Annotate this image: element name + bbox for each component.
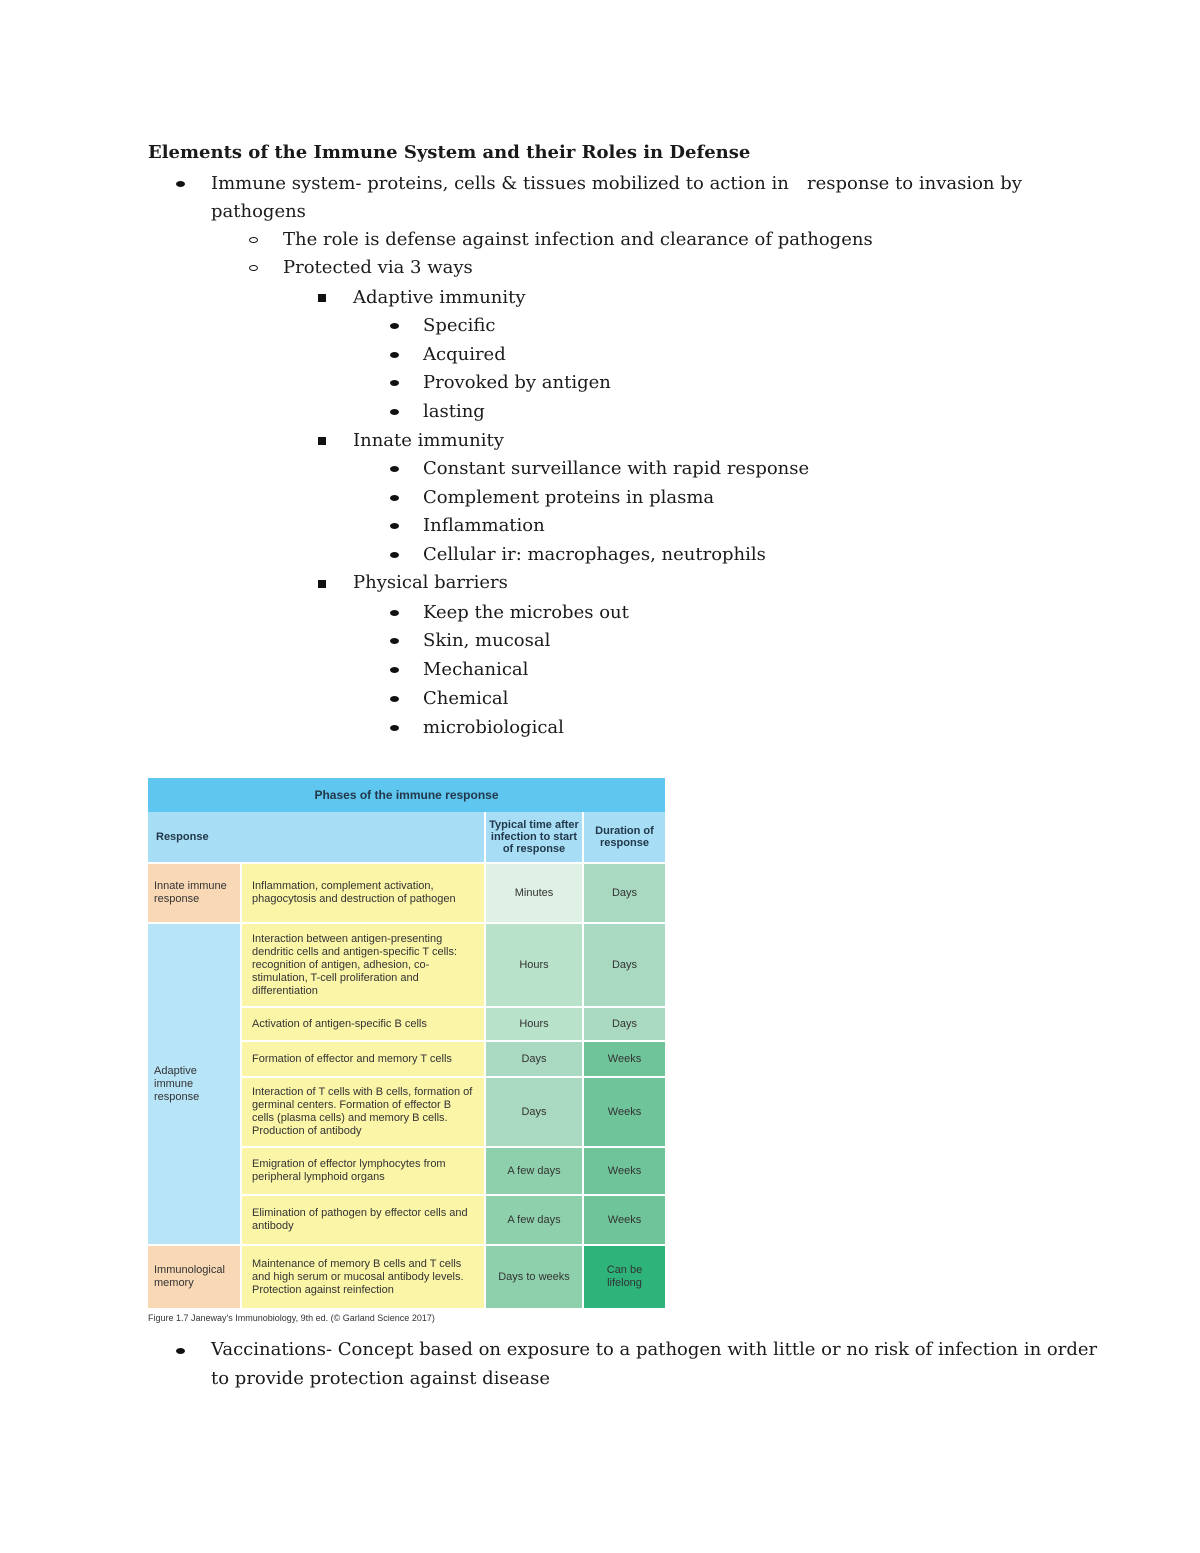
figure-caption: Figure 1.7 Janeway's Immunobiology, 9th ed. (© Garland Science 2017)	[148, 1313, 435, 1323]
row-time: Days	[486, 1078, 582, 1146]
row-duration: Weeks	[584, 1042, 665, 1076]
bullet-dot-icon	[390, 466, 399, 472]
bullet-dot-icon	[390, 638, 399, 644]
row-description: Interaction between antigen-presenting dendritic cells and antigen-specific T cells: recognition of antigen, adhesion, co-stimulation, T-cell proliferation and differentiation	[242, 924, 484, 1006]
group-memory: Immunological memory	[148, 1246, 240, 1308]
bullet-dot-icon	[390, 323, 399, 329]
innate-item: Constant surveillance with rapid response	[423, 458, 810, 479]
adaptive-item: Acquired	[423, 344, 506, 365]
row-description: Elimination of pathogen by effector cells and antibody	[242, 1196, 484, 1244]
vaccination-line-1: Vaccinations- Concept based on exposure to a pathogen with little or no risk of infection in order	[211, 1339, 1098, 1360]
bullet-ring-icon	[249, 237, 258, 243]
bullet-dot-icon	[176, 1348, 185, 1354]
adaptive-item: lasting	[423, 401, 485, 422]
header-time: Typical time after infection to start of response	[486, 812, 582, 862]
bullet-dot-icon	[390, 380, 399, 386]
figure-title: Phases of the immune response	[148, 778, 665, 812]
bullet-dot-icon	[390, 495, 399, 501]
row-duration: Can be lifelong	[584, 1246, 665, 1308]
row-description: Inflammation, complement activation, phagocytosis and destruction of pathogen	[242, 864, 484, 922]
bullet-square-icon	[318, 437, 326, 445]
row-duration: Days	[584, 1008, 665, 1040]
row-duration: Weeks	[584, 1148, 665, 1194]
row-time: Hours	[486, 924, 582, 1006]
bullet-dot-icon	[390, 409, 399, 415]
header-duration: Duration of response	[584, 812, 665, 862]
row-duration: Weeks	[584, 1078, 665, 1146]
bullet-dot-icon	[390, 610, 399, 616]
bullet-dot-icon	[390, 725, 399, 731]
row-description: Emigration of effector lymphocytes from peripheral lymphoid organs	[242, 1148, 484, 1194]
header-response: Response	[148, 812, 484, 862]
physical-item: Mechanical	[423, 659, 529, 680]
header-divider	[484, 812, 486, 862]
innate-label: Innate immunity	[353, 430, 504, 451]
bullet-ring-icon	[249, 265, 258, 271]
bullet-square-icon	[318, 294, 326, 302]
outline-item-1a: Immune system- proteins, cells & tissues mobilized to action in	[211, 173, 789, 194]
row-description: Maintenance of memory B cells and T cells and high serum or mucosal antibody levels. Protection against reinfection	[242, 1246, 484, 1308]
outline-sub-1: The role is defense against infection and clearance of pathogens	[283, 229, 873, 250]
row-description: Formation of effector and memory T cells	[242, 1042, 484, 1076]
innate-item: Inflammation	[423, 515, 545, 536]
immune-response-figure	[148, 778, 665, 1308]
bullet-dot-icon	[390, 667, 399, 673]
outline-item-1c: pathogens	[211, 201, 306, 222]
adaptive-item: Specific	[423, 315, 496, 336]
header-divider	[582, 812, 584, 862]
innate-item: Cellular ir: macrophages, neutrophils	[423, 544, 766, 565]
row-time: Days	[486, 1042, 582, 1076]
bullet-dot-icon	[390, 552, 399, 558]
physical-label: Physical barriers	[353, 572, 508, 593]
row-time: A few days	[486, 1196, 582, 1244]
physical-item: Skin, mucosal	[423, 630, 551, 651]
adaptive-item: Provoked by antigen	[423, 372, 611, 393]
row-time: Days to weeks	[486, 1246, 582, 1308]
row-time: Hours	[486, 1008, 582, 1040]
bullet-dot-icon	[390, 352, 399, 358]
group-innate: Innate immune response	[148, 864, 240, 922]
physical-item: microbiological	[423, 717, 564, 738]
row-description: Activation of antigen-specific B cells	[242, 1008, 484, 1040]
bullet-dot-icon	[176, 181, 185, 187]
innate-item: Complement proteins in plasma	[423, 487, 715, 508]
adaptive-label: Adaptive immunity	[353, 287, 526, 308]
bullet-dot-icon	[390, 523, 399, 529]
physical-item: Keep the microbes out	[423, 602, 629, 623]
row-duration: Weeks	[584, 1196, 665, 1244]
outline-sub-2: Protected via 3 ways	[283, 257, 473, 278]
row-time: Minutes	[486, 864, 582, 922]
page-heading: Elements of the Immune System and their Roles in Defense	[148, 142, 751, 163]
vaccination-line-2: to provide protection against disease	[211, 1368, 550, 1389]
group-adaptive: Adaptive immune response	[148, 924, 240, 1244]
row-duration: Days	[584, 864, 665, 922]
bullet-square-icon	[318, 580, 326, 588]
row-duration: Days	[584, 924, 665, 1006]
outline-item-1b: response to invasion by	[807, 173, 1022, 194]
physical-item: Chemical	[423, 688, 509, 709]
bullet-dot-icon	[390, 696, 399, 702]
row-time: A few days	[486, 1148, 582, 1194]
row-description: Interaction of T cells with B cells, formation of germinal centers. Formation of effector B cells (plasma cells) and memory B cells. Production of antibody	[242, 1078, 484, 1146]
